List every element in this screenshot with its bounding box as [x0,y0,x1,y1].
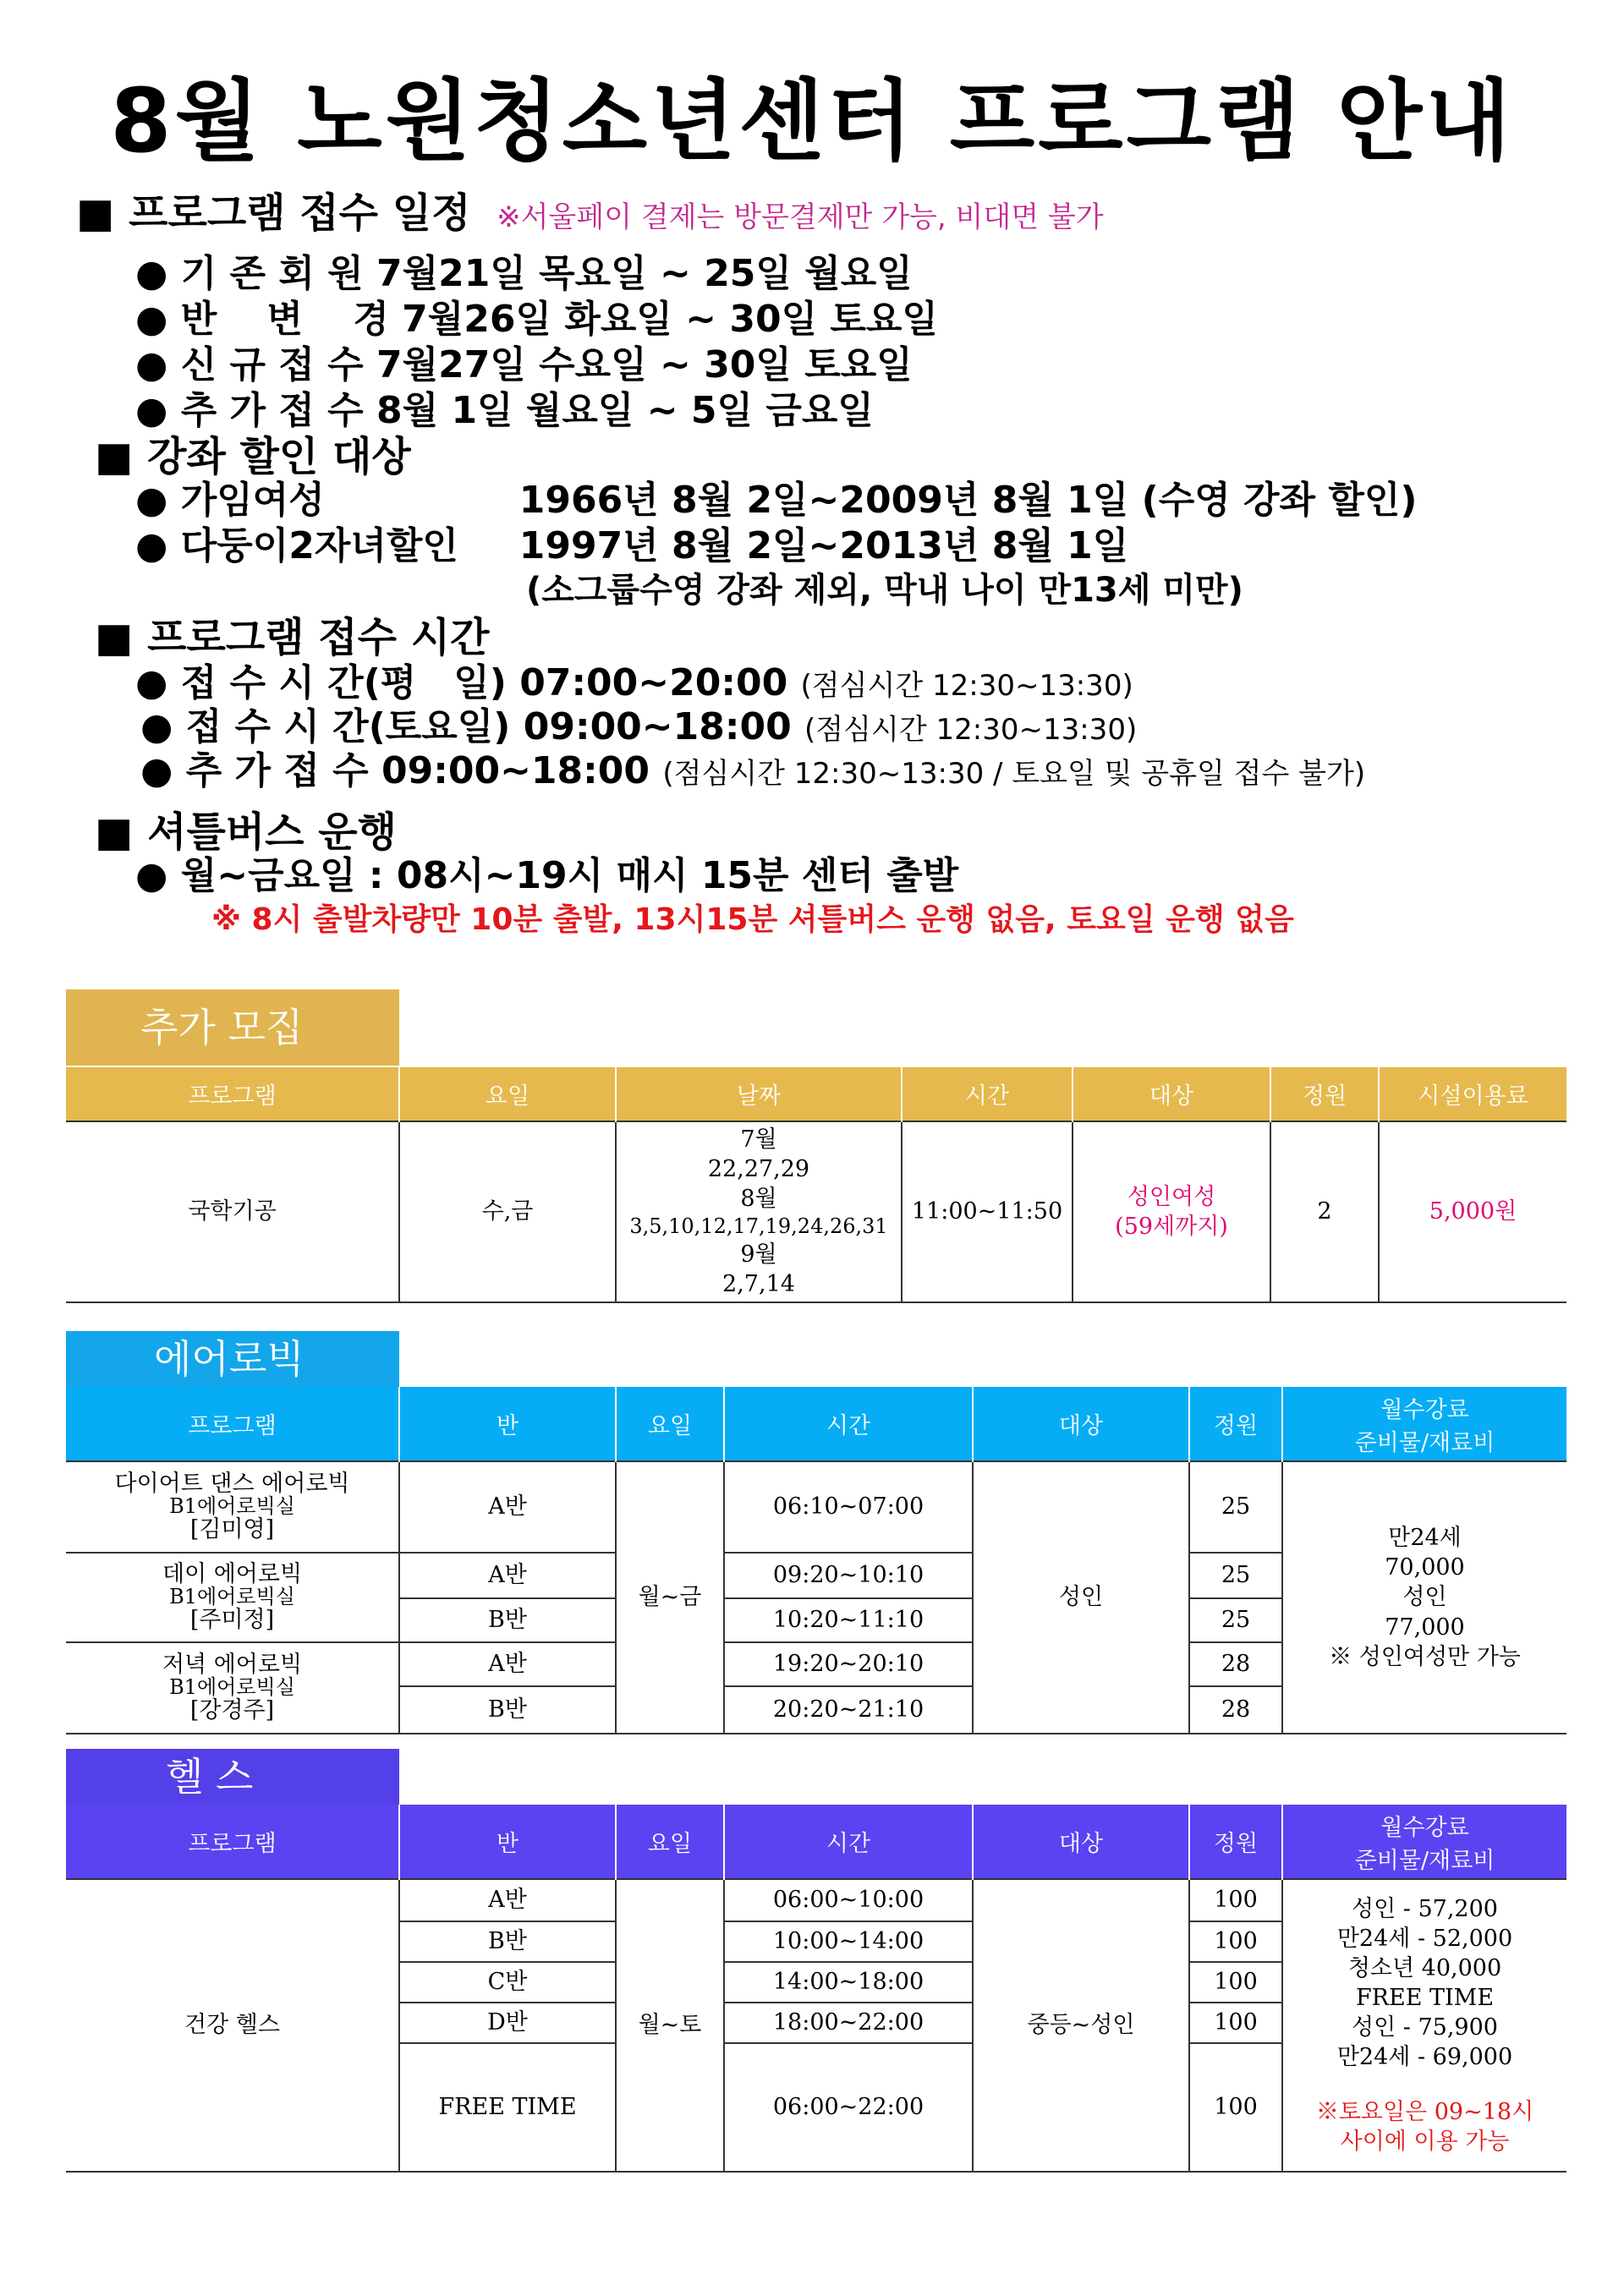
program-name: 저녁 에어로빅 [162,1652,303,1679]
hours-item [140,749,1366,792]
capacity-cell: 100 [1189,1921,1282,1962]
capacity-cell: 25 [1189,1553,1282,1598]
col-header: 요일 [616,1387,724,1461]
hours-note: (점심시간 12:30~13:30) [800,669,1133,703]
time-cell: 06:00~22:00 [724,2043,973,2172]
time-cell: 19:20~20:10 [724,1642,973,1686]
extra-table [66,1067,1566,1303]
schedule-note: ※서울페이 결제는 방문결제만 가능, 비대면 불가 [497,200,1104,234]
shuttle-item-text: 월~금요일 : 08시~19시 매시 15분 센터 출발 [180,854,959,897]
program-teacher: [김미영] [189,1515,275,1543]
col-header: 시간 [724,1805,973,1879]
schedule-item-text: 신 규 접 수 7월27일 수요일 ~ 30일 토요일 [180,343,913,386]
date-line: 2,7,14 [722,1271,795,1298]
discount-heading [95,433,411,480]
class-cell: A반 [399,1879,616,1921]
col-header: 프로그램 [188,1831,277,1857]
col-header: 반 [399,1387,616,1461]
extra-tab: 추가 모집 [66,989,399,1066]
time-cell: 11:00~11:50 [902,1121,1073,1302]
program-cell: 건강 헬스 [66,1879,399,2172]
circle-bullet-icon: ● [135,343,181,386]
circle-bullet-icon: ● [135,479,181,522]
col-header: 반 [399,1805,616,1879]
col-header [1282,1387,1566,1461]
hours-item [140,705,1138,748]
fee-line: 77,000 [1385,1614,1465,1641]
discount-label: 다둥이2자녀할인 [180,524,458,567]
circle-bullet-icon: ● [135,524,181,567]
days-cell: 월~금 [616,1461,724,1734]
col-header: 요일 [399,1067,616,1121]
col-header: 정원 [1189,1805,1282,1879]
fee-note-line: ※토요일은 09~18시 [1315,2099,1534,2126]
col-header: 프로그램 [188,1413,277,1439]
aerobic-tab: 에어로빅 [66,1331,399,1387]
discount-item [135,479,1418,522]
col-header: 프로그램 [188,1083,277,1110]
fee-header-line: 준비물/재료비 [1354,1847,1495,1874]
class-cell: A반 [399,1461,616,1553]
shuttle-heading [95,808,397,856]
discount-heading-text: 강좌 할인 대상 [147,433,411,480]
circle-bullet-icon: ● [135,854,181,897]
target-line: 성인여성 [1127,1183,1216,1210]
square-bullet-icon: ■ [95,433,134,480]
capacity-cell: 100 [1189,2003,1282,2043]
fee-note-line: 사이에 이용 가능 [1340,2129,1510,2156]
schedule-heading [76,189,1104,237]
circle-bullet-icon: ● [140,705,186,748]
target-cell: 중등~성인 [973,1879,1189,2172]
fee-header-line: 월수강료 [1380,1396,1469,1423]
time-cell: 10:00~14:00 [724,1921,973,1962]
class-cell: B반 [399,1686,616,1734]
class-cell: B반 [399,1598,616,1642]
program-teacher: [강경주] [189,1696,275,1723]
hours-label: 접 수 시 간(토요일) 09:00~18:00 [185,705,792,748]
schedule-item-text: 추 가 접 수 8월 1일 월요일 ~ 5일 금요일 [180,389,874,432]
page-title: 8월 노원청소년센터 프로그램 안내 [110,69,1514,173]
time-cell: 06:10~07:00 [724,1461,973,1553]
fee-line: 성인 - 57,200 [1352,1895,1498,1922]
extra-header-row [66,1067,1566,1121]
hours-note: (점심시간 12:30~13:30) [804,713,1138,747]
circle-bullet-icon: ● [135,389,181,432]
time-cell: 20:20~21:10 [724,1686,973,1734]
fee-cell [1282,1879,1566,2172]
date-line: 22,27,29 [707,1155,810,1182]
col-header: 시간 [724,1387,973,1461]
target-line: (59세까지) [1115,1214,1228,1240]
target-cell: 성인 [973,1461,1189,1734]
circle-bullet-icon: ● [140,749,186,792]
square-bullet-icon: ■ [95,808,134,856]
program-name: 데이 에어로빅 [162,1561,303,1588]
program-cell: 국학기공 [66,1121,399,1302]
target-cell [1073,1121,1270,1302]
class-cell: A반 [399,1553,616,1598]
col-header: 정원 [1270,1067,1379,1121]
shuttle-note: ※ 8시 출발차량만 10분 출발, 13시15분 셔틀버스 운행 없음, 토요일 운행 없음 [211,902,1294,937]
fee-line: 70,000 [1385,1554,1465,1581]
discount-label: 가임여성 [180,479,325,522]
schedule-item [135,343,913,386]
aerobic-table [66,1387,1566,1734]
date-line: 9월 [740,1241,777,1269]
time-cell: 14:00~18:00 [724,1962,973,2003]
fee-cell: 5,000원 [1379,1121,1566,1302]
hours-heading [95,614,490,661]
col-header: 시설이용료 [1379,1067,1566,1121]
class-cell: A반 [399,1642,616,1686]
capacity-cell: 100 [1189,1879,1282,1921]
fee-line: FREE TIME [1355,1984,1495,2011]
class-cell: FREE TIME [399,2043,616,2172]
class-cell: C반 [399,1962,616,2003]
square-bullet-icon: ■ [95,614,134,661]
class-cell: D반 [399,2003,616,2043]
date-line: 3,5,10,12,17,19,24,26,31 [629,1214,888,1238]
fee-line: 만24세 - 69,000 [1336,2044,1513,2071]
time-cell: 09:20~10:10 [724,1553,973,1598]
col-header: 시간 [902,1067,1073,1121]
capacity-cell: 100 [1189,1962,1282,2003]
fee-line: ※ 성인여성만 가능 [1329,1643,1521,1670]
hours-item [135,661,1133,704]
fee-cell [1282,1461,1566,1734]
shuttle-item [135,854,959,897]
col-header: 정원 [1189,1387,1282,1461]
date-line: 8월 [740,1185,777,1212]
col-header: 요일 [616,1805,724,1879]
circle-bullet-icon: ● [135,252,181,295]
capacity-cell: 25 [1189,1461,1282,1553]
program-room: B1에어로빅실 [169,1675,295,1700]
table-row [66,1121,1566,1302]
schedule-item-text: 기 존 회 원 7월21일 목요일 ~ 25일 월요일 [180,252,913,295]
fee-line: 청소년 40,000 [1347,1954,1502,1981]
schedule-heading-text: 프로그램 접수 일정 [129,189,471,237]
circle-bullet-icon: ● [135,298,181,341]
table-row [66,1461,1566,1553]
class-cell: B반 [399,1921,616,1962]
discount-text: 1997년 8월 2일~2013년 8월 1일 [518,524,1129,567]
capacity-cell: 100 [1189,2043,1282,2172]
program-teacher: [주미정] [189,1606,275,1633]
shuttle-heading-text: 셔틀버스 운행 [147,808,397,856]
schedule-item [135,389,874,432]
circle-bullet-icon: ● [135,661,181,704]
capacity-cell: 25 [1189,1598,1282,1642]
aerobic-header-row [66,1387,1566,1461]
col-header [1282,1805,1566,1879]
hours-note: (점심시간 12:30~13:30 / 토요일 및 공휴일 접수 불가) [662,757,1366,791]
dates-cell [616,1121,902,1302]
program-cell [66,1553,399,1642]
health-tab: 헬 스 [66,1749,399,1805]
col-header: 날짜 [616,1067,902,1121]
col-header: 대상 [973,1805,1189,1879]
time-cell: 06:00~10:00 [724,1879,973,1921]
discount-text: 1966년 8월 2일~2009년 8월 1일 (수영 강좌 할인) [518,479,1418,522]
col-header: 대상 [973,1387,1189,1461]
capacity-cell: 28 [1189,1642,1282,1686]
discount-item [135,524,1129,567]
fee-line: 만24세 - 52,000 [1336,1925,1513,1952]
schedule-item [135,252,913,295]
program-name: 다이어트 댄스 에어로빅 [114,1471,350,1498]
fee-line: 만24세 [1388,1525,1462,1552]
time-cell: 10:20~11:10 [724,1598,973,1642]
days-cell: 수,금 [399,1121,616,1302]
program-cell [66,1642,399,1734]
hours-heading-text: 프로그램 접수 시간 [147,614,490,661]
fee-header-line: 준비물/재료비 [1354,1429,1495,1456]
days-cell: 월~토 [616,1879,724,2172]
schedule-item [135,298,938,341]
fee-line: 성인 [1402,1584,1447,1611]
fee-line: 성인 - 75,900 [1352,2014,1498,2041]
col-header: 대상 [1073,1067,1270,1121]
program-cell [66,1461,399,1553]
hours-label: 추 가 접 수 09:00~18:00 [185,749,650,792]
program-room: B1에어로빅실 [169,1494,295,1519]
time-cell: 18:00~22:00 [724,2003,973,2043]
capacity-cell: 2 [1270,1121,1379,1302]
health-table [66,1805,1566,2173]
program-room: B1에어로빅실 [169,1585,295,1609]
capacity-cell: 28 [1189,1686,1282,1734]
health-header-row [66,1805,1566,1879]
fee-header-line: 월수강료 [1380,1814,1469,1841]
table-row [66,1879,1566,1921]
date-line: 7월 [740,1126,777,1153]
square-bullet-icon: ■ [76,189,115,237]
schedule-item-text: 반 변 경 7월26일 화요일 ~ 30일 토요일 [180,298,938,341]
hours-label: 접 수 시 간(평 일) 07:00~20:00 [180,661,788,704]
discount-note: (소그룹수영 강좌 제외, 막내 나이 만13세 미만) [526,571,1243,610]
